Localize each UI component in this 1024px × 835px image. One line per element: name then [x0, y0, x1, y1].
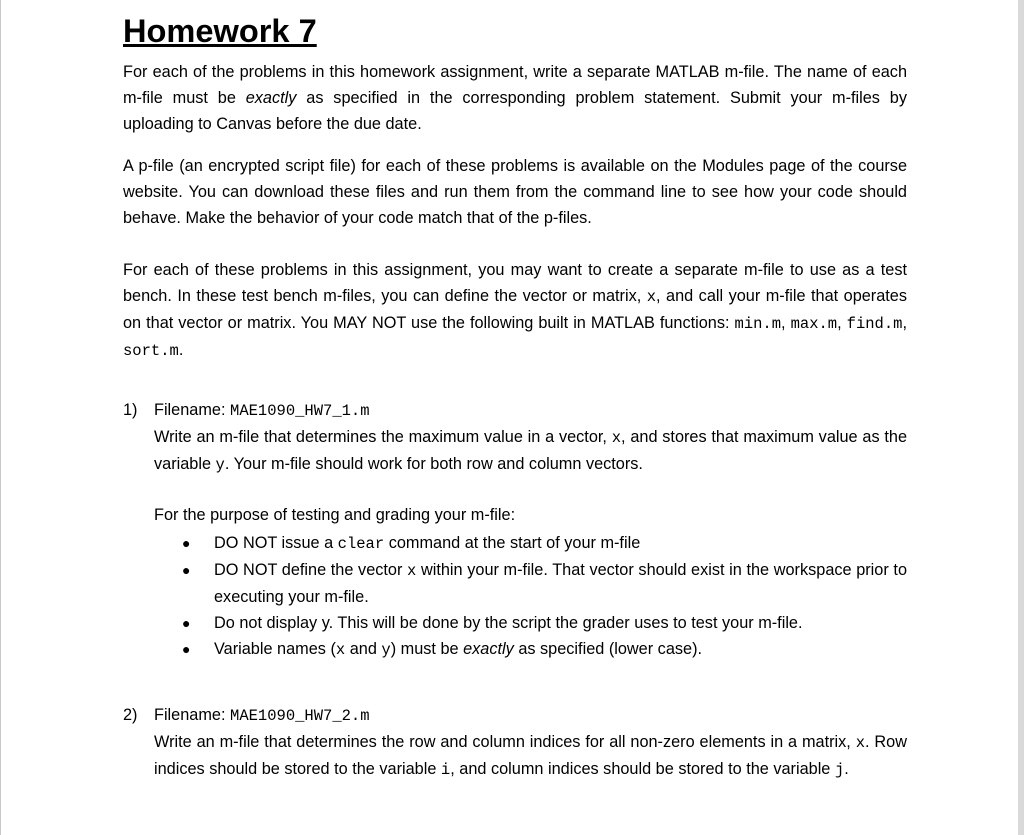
intro-p3-separator: ,: [837, 314, 847, 332]
bullet-icon: ●: [182, 641, 191, 657]
forbidden-function-sort: sort.m: [123, 342, 179, 360]
list-item: [154, 610, 907, 636]
intro-p1-text-b: as specified in the corresponding problem statement. Submit your m-files by uploading to Canvas before the due date.: [123, 89, 907, 133]
problem-1: [123, 397, 907, 663]
page-title-text: Homework 7: [123, 12, 317, 49]
rule-4-text-c: as specified (lower case).: [513, 640, 703, 658]
problem-1-rules-list: [154, 530, 907, 663]
problem-2-number: 2): [123, 706, 138, 724]
rule-2-text-a: DO NOT define the vector: [214, 561, 408, 579]
list-item: [154, 557, 907, 610]
intro-p2-text: A p-file (an encrypted script file) for each of these problems is available on the Modules page of the course website. You can download these files and run them from the command line to see how your code should behave. Make the behavior of your code match that of the p-files.: [123, 157, 907, 227]
bullet-icon: ●: [182, 615, 191, 631]
intro-p1-text-a: For each of the problems in this homework assignment, write a separate MATLAB m-file. The name of each m-file must be: [123, 63, 907, 107]
problem-1-desc-y: y: [215, 456, 225, 474]
intro-p3-separator: ,: [781, 314, 791, 332]
intro-paragraph-1: [123, 59, 907, 137]
rule-3-text: Do not display y. This will be done by the script the grader uses to test your m-file.: [214, 614, 803, 632]
rule-4-emphasis: exactly: [463, 640, 514, 658]
intro-p3-end: .: [178, 341, 184, 359]
intro-p3-text-a: For each of these problems in this assignment, you may want to create a separate m-file to use as a test bench. In these test bench m-files, you can define the vector or matrix,: [123, 261, 907, 305]
rule-2-code: x: [407, 562, 417, 580]
bullet-icon: ●: [182, 535, 191, 551]
intro-p3-text-b: , and call your m-file that operates on that vector or matrix. You MAY NOT use the following built in MATLAB functions:: [123, 287, 907, 332]
problem-2-filename: MAE1090_HW7_2.m: [230, 707, 370, 725]
forbidden-function-min: min.m: [734, 315, 782, 333]
document-content: [123, 14, 907, 783]
rule-4-code-y: y: [381, 641, 391, 659]
problem-1-desc-x: x: [611, 429, 622, 447]
problem-1-filename-label: Filename:: [154, 401, 231, 419]
intro-paragraph-2: [123, 153, 907, 231]
problem-2-desc-i: i: [440, 761, 451, 779]
list-item: [154, 530, 907, 557]
intro-p3-separator: ,: [902, 314, 907, 332]
rule-1-text-b: command at the start of your m-file: [384, 534, 641, 552]
forbidden-function-max: max.m: [790, 315, 838, 333]
problem-1-description: [154, 424, 907, 478]
problem-1-desc-b: , and stores that maximum value as the variable: [154, 428, 907, 473]
rule-2-text-b: within your m-file. That vector should exist in the workspace prior to executing your m-file.: [214, 561, 907, 606]
problem-1-filename: MAE1090_HW7_1.m: [230, 402, 370, 420]
window-edge: [1018, 0, 1024, 835]
problem-1-number: 1): [123, 401, 138, 419]
rule-4-text-b: ) must be: [390, 640, 464, 658]
problem-1-filename-line: [154, 397, 907, 424]
forbidden-function-find: find.m: [846, 315, 903, 333]
rule-4-and: and: [345, 640, 382, 658]
problem-1-desc-c: . Your m-file should work for both row and column vectors.: [224, 455, 643, 473]
rule-4-code-x: x: [335, 641, 346, 659]
intro-paragraph-3: [123, 257, 907, 364]
bullet-icon: ●: [182, 562, 191, 578]
problem-1-desc-a: Write an m-file that determines the maximum value in a vector,: [154, 428, 612, 446]
rule-1-text-a: DO NOT issue a: [214, 534, 338, 552]
problem-2-desc-a: Write an m-file that determines the row and column indices for all non-zero elements in a matrix,: [154, 733, 856, 751]
page-title: [123, 14, 907, 48]
problem-2-desc-b: . Row indices should be stored to the variable: [154, 733, 907, 778]
problem-2-filename-line: [154, 702, 907, 729]
problem-2-desc-j: j: [834, 761, 845, 779]
list-item: [154, 636, 907, 663]
problem-2-filename-label: Filename:: [154, 706, 231, 724]
problem-1-testing-heading: For the purpose of testing and grading your m-file:: [154, 506, 516, 524]
intro-p3-code-x: x: [646, 288, 657, 306]
problem-2-desc-end: .: [844, 760, 849, 778]
intro-p1-emphasis: exactly: [245, 89, 297, 107]
problem-2-desc-c: , and column indices should be stored to the variable: [450, 760, 835, 778]
problem-2-desc-x: x: [855, 734, 866, 752]
problem-2-description: [154, 729, 907, 783]
rule-4-text-a: Variable names (: [214, 640, 336, 658]
problem-2: [123, 702, 907, 783]
rule-1-code: clear: [337, 535, 385, 553]
